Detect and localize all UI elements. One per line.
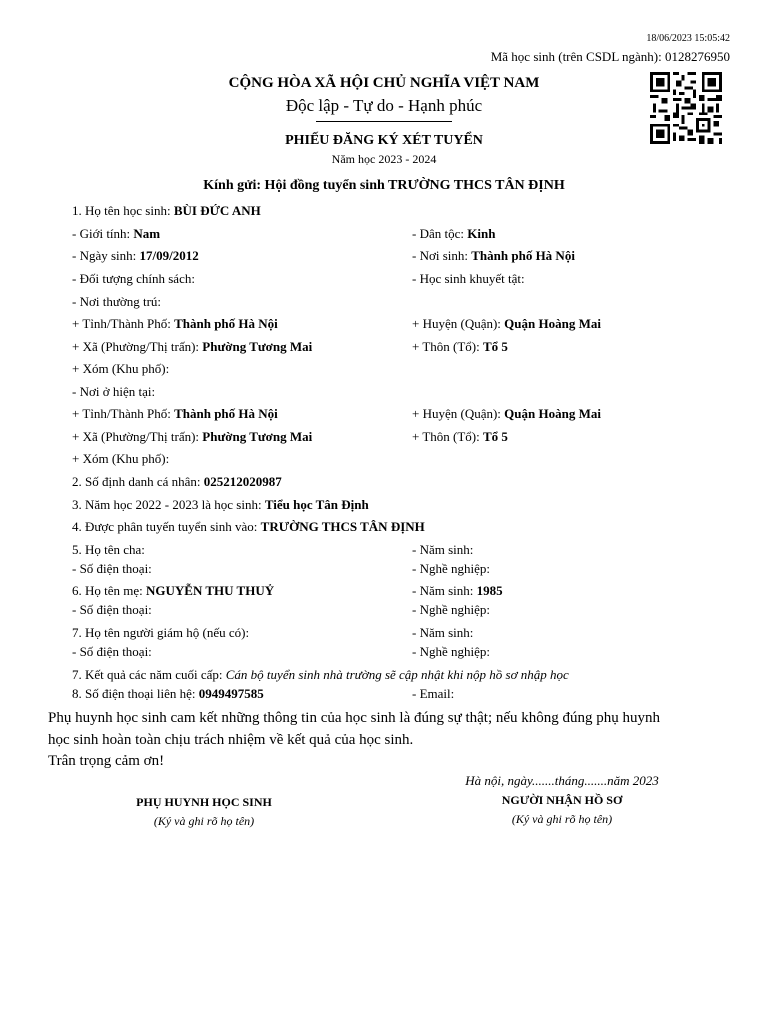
birthplace-value: Thành phố Hà Nội [471, 248, 575, 263]
student-name-row: 1. Họ tên học sinh: BÙI ĐỨC ANH [72, 203, 261, 218]
prev-school-value: Tiểu học Tân Định [264, 497, 369, 512]
thanks-line: Trân trọng cảm ơn! [48, 753, 165, 769]
timestamp: 18/06/2023 15:05:42 [646, 33, 730, 44]
current-ward-row: + Xã (Phường/Thị trấn): Phường Tương Mai [72, 429, 313, 444]
form-title: PHIẾU ĐĂNG KÝ XÉT TUYỂN [285, 133, 483, 148]
permanent-ward-row: + Xã (Phường/Thị trấn): Phường Tương Mai [72, 339, 313, 354]
father-phone-row: - Số điện thoại: [72, 561, 152, 576]
assigned-school-row: 4. Được phân tuyến tuyển sinh vào: TRƯỜNG THCS TÂN ĐỊNH [72, 519, 425, 534]
guardian-phone-row: - Số điện thoại: [72, 644, 152, 659]
student-id-line [491, 49, 730, 65]
father-name-row: 5. Họ tên cha: [72, 542, 145, 557]
mother-birth-value: 1985 [476, 583, 503, 598]
receiver-signature-title: NGƯỜI NHẬN HỒ SƠ [501, 793, 623, 807]
mother-phone-row: - Số điện thoại: [72, 602, 152, 617]
parent-signature-title: PHỤ HUYNH HỌC SINH [136, 795, 272, 809]
email-row: - Email: [412, 686, 455, 701]
assigned-school-value: TRƯỜNG THCS TÂN ĐỊNH [260, 519, 425, 534]
addressee: Kính gửi: Hội đồng tuyển sinh TRƯỜNG THCS TÂN ĐỊNH [203, 178, 565, 193]
ethnicity-row: - Dân tộc: Kinh [412, 226, 496, 241]
student-id-value: 0128276950 [665, 49, 730, 64]
mother-name-row: 6. Họ tên mẹ: NGUYỄN THU THUỶ [72, 583, 275, 598]
mother-name: NGUYỄN THU THUỶ [146, 583, 275, 598]
dob-row: - Ngày sinh: 17/09/2012 [72, 248, 199, 263]
date-line: Hà nội, ngày.......tháng.......năm 2023 [465, 773, 659, 788]
ethnicity-value: Kinh [467, 226, 496, 241]
guardian-birth-row: - Năm sinh: [412, 625, 474, 640]
father-job-row: - Nghề nghiệp: [412, 561, 490, 576]
nation-title: CỘNG HÒA XÃ HỘI CHỦ NGHĨA VIỆT NAM [228, 75, 540, 91]
permanent-label: - Nơi thường trú: [72, 294, 162, 309]
contact-phone-value: 0949497585 [198, 686, 264, 701]
current-district-row: + Huyện (Quận): Quận Hoàng Mai [412, 406, 601, 421]
birthplace-row: - Nơi sinh: Thành phố Hà Nội [412, 248, 575, 263]
father-birth-row: - Năm sinh: [412, 542, 474, 557]
permanent-province-row: + Tỉnh/Thành Phố: Thành phố Hà Nội [72, 316, 278, 331]
current-hamlet-row: + Thôn (Tổ): Tổ 5 [412, 429, 508, 444]
mother-job-row: - Nghề nghiệp: [412, 602, 490, 617]
gender-value: Nam [133, 226, 161, 241]
permanent-district-row: + Huyện (Quận): Quận Hoàng Mai [412, 316, 601, 331]
mother-birth-row: - Năm sinh: 1985 [412, 583, 503, 598]
motto-underline [316, 121, 452, 122]
permanent-hamlet-row: + Thôn (Tổ): Tổ 5 [412, 339, 508, 354]
student-id-label: Mã học sinh (trên CSDL ngành): [490, 49, 662, 64]
results-note: Cán bộ tuyển sinh nhà trường sẽ cập nhật khi nộp hồ sơ nhập học [225, 667, 569, 682]
permanent-block-row: + Xóm (Khu phố): [72, 361, 170, 376]
commitment-line-2: học sinh hoàn toàn chịu trách nhiệm về kết quả của học sinh. [48, 732, 414, 748]
parent-signature-note: (Ký và ghi rõ họ tên) [153, 814, 255, 828]
motto: Độc lập - Tự do - Hạnh phúc [285, 96, 483, 115]
guardian-job-row: - Nghề nghiệp: [412, 644, 490, 659]
school-year: Năm học 2023 - 2024 [331, 152, 437, 166]
personal-id-value: 025212020987 [203, 474, 282, 489]
policy-row: - Đối tượng chính sách: [72, 271, 195, 286]
student-name: BÙI ĐỨC ANH [173, 203, 261, 218]
disability-row: - Học sinh khuyết tật: [412, 271, 525, 286]
receiver-signature-note: (Ký và ghi rõ họ tên) [511, 812, 613, 826]
results-row: 7. Kết quả các năm cuối cấp: Cán bộ tuyển sinh nhà trường sẽ cập nhật khi nộp hồ sơ nhập học [72, 667, 569, 682]
current-label: - Nơi ở hiện tại: [72, 384, 156, 399]
commitment-line-1: Phụ huynh học sinh cam kết những thông tin của học sinh là đúng sự thật; nếu không đúng phụ huynh [48, 710, 661, 726]
dob-value: 17/09/2012 [139, 248, 199, 263]
current-province-row: + Tỉnh/Thành Phố: Thành phố Hà Nội [72, 406, 278, 421]
contact-phone-row: 8. Số điện thoại liên hệ: 0949497585 [72, 686, 264, 701]
personal-id-row: 2. Số định danh cá nhân: 025212020987 [72, 474, 282, 489]
current-block-row: + Xóm (Khu phố): [72, 451, 170, 466]
guardian-name-row: 7. Họ tên người giám hộ (nếu có): [72, 625, 250, 640]
prev-school-row: 3. Năm học 2022 - 2023 là học sinh: Tiểu học Tân Định [72, 497, 369, 512]
gender-row: - Giới tính: Nam [72, 226, 161, 241]
